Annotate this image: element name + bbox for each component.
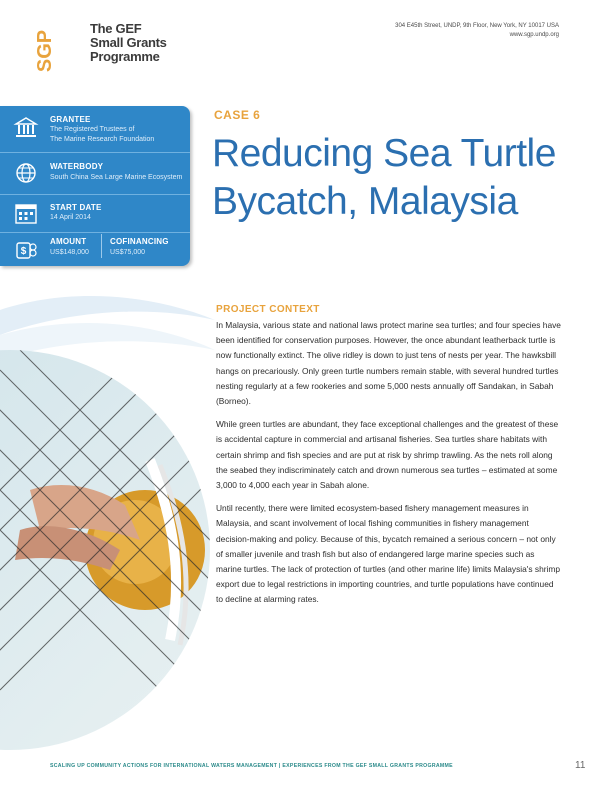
cofinancing-label: COFINANCING — [110, 237, 169, 246]
amount-label: AMOUNT — [50, 237, 87, 246]
calendar-icon — [14, 201, 38, 225]
grantee-value-line1: The Registered Trustees of — [50, 126, 135, 133]
title-line-1: Reducing Sea Turtle — [212, 132, 556, 175]
waterbody-row — [0, 152, 190, 195]
case-label: CASE 6 — [214, 108, 261, 122]
page-footer: SCALING UP COMMUNITY ACTIONS FOR INTERNATIONAL WATERS MANAGEMENT | EXPERIENCES FROM THE GEF SMALL GRANTS PROGRAMME — [50, 763, 453, 769]
address-street: 304 E45th Street, UNDP, 9th Floor, New York, NY 10017 USA — [395, 23, 559, 29]
start-date-value: 14 April 2014 — [50, 214, 91, 221]
start-date-label: START DATE — [50, 203, 102, 212]
project-context-body — [216, 318, 562, 616]
globe-icon — [14, 161, 38, 185]
waterbody-value: South China Sea Large Marine Ecosystem — [50, 174, 183, 181]
paragraph: Until recently, there were limited ecosystem-based fishery management measures in Malaysia, and scant involvement of local fishing communities in fishery management decision-making and policy. Because of this, bycatch remained a serious concern – not only of smaller juvenile and trash fish but also of endangered large marine species such as marine turtles. The lack of protection of turtles (and other marine life) limits Malaysia's shrimp export due to legal restrictions in importing countries, and turtle populations have continued to decline at alarming rates. — [216, 503, 561, 605]
logo-letters: SGP — [34, 29, 56, 73]
paragraph: In Malaysia, various state and national laws protect marine sea turtles; and four species have been identified for conservation purposes. However, the once abundant leatherback turtle is now functionally extinct. The olive ridley is down to just tens of nests per year. The hawksbill hangs on precariously. Only green turtle numbers remain stable, with several hundred turtles nesting regularly at a few rookeries and some 5,000 nests annually off Sandakan, in Sabah (Borneo). — [216, 320, 561, 407]
amount-value: US$148,000 — [50, 249, 89, 256]
cofinancing-value: US$75,000 — [110, 249, 146, 256]
page-number: 11 — [575, 760, 586, 771]
address-website: www.sgp.undp.org — [509, 32, 559, 38]
waterbody-label: WATERBODY — [50, 162, 104, 171]
sgp-logo — [34, 20, 184, 84]
logo-wordmark: The GEF Small Grants Programme — [90, 21, 167, 64]
svg-text:$: $ — [20, 246, 27, 257]
amount-divider — [101, 234, 102, 258]
grantee-row — [0, 106, 190, 153]
grantee-value-line2: The Marine Research Foundation — [50, 136, 155, 143]
title-line-2: Bycatch, Malaysia — [212, 180, 518, 223]
sgp-logo-mark — [34, 20, 84, 82]
institution-icon — [14, 116, 38, 140]
amount-row — [0, 232, 190, 266]
fishing-net-photo — [0, 280, 215, 720]
section-heading: PROJECT CONTEXT — [216, 304, 320, 315]
grantee-label: GRANTEE — [50, 115, 91, 124]
project-info-panel — [0, 106, 190, 266]
page-title — [212, 130, 572, 226]
paragraph: While green turtles are abundant, they face exceptional challenges and the greatest of these is accidental capture in commercial and artisanal fisheries. Sea turtles share habitats with certain shrimp and fish species and are put at risk by shrimp trawling. As the nets roll along the seabed they indiscriminately catch and drown numerous sea turtles – estimated at some 3,000 to 4,000 each year in Sabah alone. — [216, 419, 559, 491]
start-date-row — [0, 194, 190, 233]
money-icon — [14, 237, 38, 261]
header-address — [395, 22, 559, 40]
